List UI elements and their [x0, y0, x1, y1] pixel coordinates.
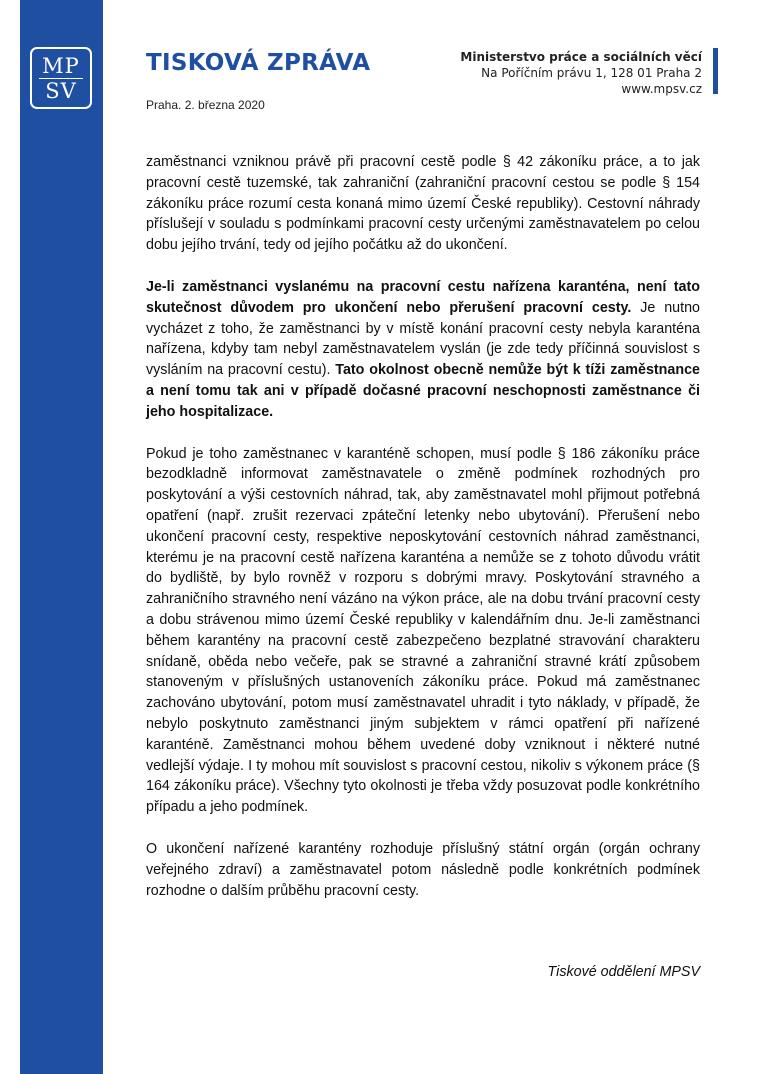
paragraph-2-bold-tail: Tato okolnost obecně nemůže být k tíži zaměstnance a není tomu tak ani v případě dočasné pracovní neschopnosti zaměstnance či jeho hospitalizace.	[146, 362, 700, 420]
release-date: Praha. 2. března 2020	[146, 98, 265, 112]
press-release-body	[146, 152, 700, 922]
ministry-name: Ministerstvo práce a sociálních věcí	[460, 50, 702, 64]
logo-bottom-text: SV	[45, 78, 77, 103]
ministry-website: www.mpsv.cz	[621, 82, 702, 96]
logo-top-text: MP	[42, 53, 80, 78]
paragraph-3: Pokud je toho zaměstnanec v karanténě schopen, musí podle § 186 zákoníku práce bezodkladně informovat zaměstnavatele o změně podmínek rozhodných pro poskytování a výši cestovních náhrad, tak, aby zaměstnavatel mohl přijmout potřebná opatření (např. zrušit rezervaci zpáteční letenky nebo ubytování). Přerušení nebo ukončení pracovní cesty, respektive neposkytování cestovních náhrad zaměstnanci, kterému je na pracovní cestě nařízena karanténa a nemůže se z tohoto důvodu vrátit do bydliště, by bylo rovněž v rozporu s dobrými mravy. Poskytování stravného a zahraničního stravného není vázáno na výkon práce, ale na dobu trvání pracovní cesty a dobu strávenou mimo území České republiky v kalendářním dnu. Je-li zaměstnanci během karantény na pracovní cestě zabezpečeno bezplatné stravování charakteru snídaně, oběda nebo večeře, pak se stravné a zahraniční stravné krátí způsobem stanoveným v příslušných ustanoveních zákoníku práce. Pokud má zaměstnanec zachováno ubytování, potom musí zaměstnavatel uhradit i tyto náklady, v případě, že nebylo poskytnuto zaměstnanci jiným subjektem v rámci opatření při nařízené karanténě. Zaměstnanci mohou během uvedené doby vzniknout i některé nutné vedlejší výdaje. I ty mohou mít souvislost s pracovní cestou, nikoliv s výkonem práce (§ 164 zákoníku práce). Všechny tyto okolnosti je třeba vždy posuzovat podle konkrétního případu a jeho podmínek.	[146, 445, 700, 816]
ministry-address: Na Poříčním právu 1, 128 01 Praha 2	[481, 66, 702, 80]
paragraph-2	[146, 277, 700, 423]
page-title: TISKOVÁ ZPRÁVA	[146, 50, 371, 76]
paragraph-1: zaměstnanci vzniknou právě při pracovní cestě podle § 42 zákoníku práce, a to jak pracovní cestě tuzemské, tak zahraniční (zahraniční pracovní cestou se podle § 154 zákoníku práce rozumí cesta konaná mimo území České republiky). Cestovní náhrady příslušejí v souladu s podmínkami pracovní cesty určenými zaměstnavatelem po celou dobu jejího trvání, tedy od jejího počátku až do ukončení.	[146, 154, 700, 254]
brand-sidebar	[20, 0, 103, 1074]
paragraph-2-text: Je nutno vycházet z toho, že zaměstnanci by v místě konání pracovní cesty nebyla karanténa nařízena, kdyby tam nebyl zaměstnavatelem vyslán (je zde tedy příčinná souvislost s vysláním na pracovní cestu).	[146, 299, 700, 379]
header-accent-bar	[713, 48, 718, 94]
ministry-info	[460, 49, 702, 97]
paragraph-2-bold-lead: Je-li zaměstnanci vyslanému na pracovní cestu nařízena karanténa, není tato skutečnost důvodem pro ukončení nebo přerušení pracovní cesty.	[146, 278, 700, 316]
mpsv-logo	[30, 47, 92, 109]
signature: Tiskové oddělení MPSV	[547, 964, 700, 980]
paragraph-4: O ukončení nařízené karantény rozhoduje příslušný státní orgán (orgán ochrany veřejného zdraví) a zaměstnavatel potom následně podle konkrétních podmínek rozhodne o dalším průběhu pracovní cesty.	[146, 840, 700, 899]
